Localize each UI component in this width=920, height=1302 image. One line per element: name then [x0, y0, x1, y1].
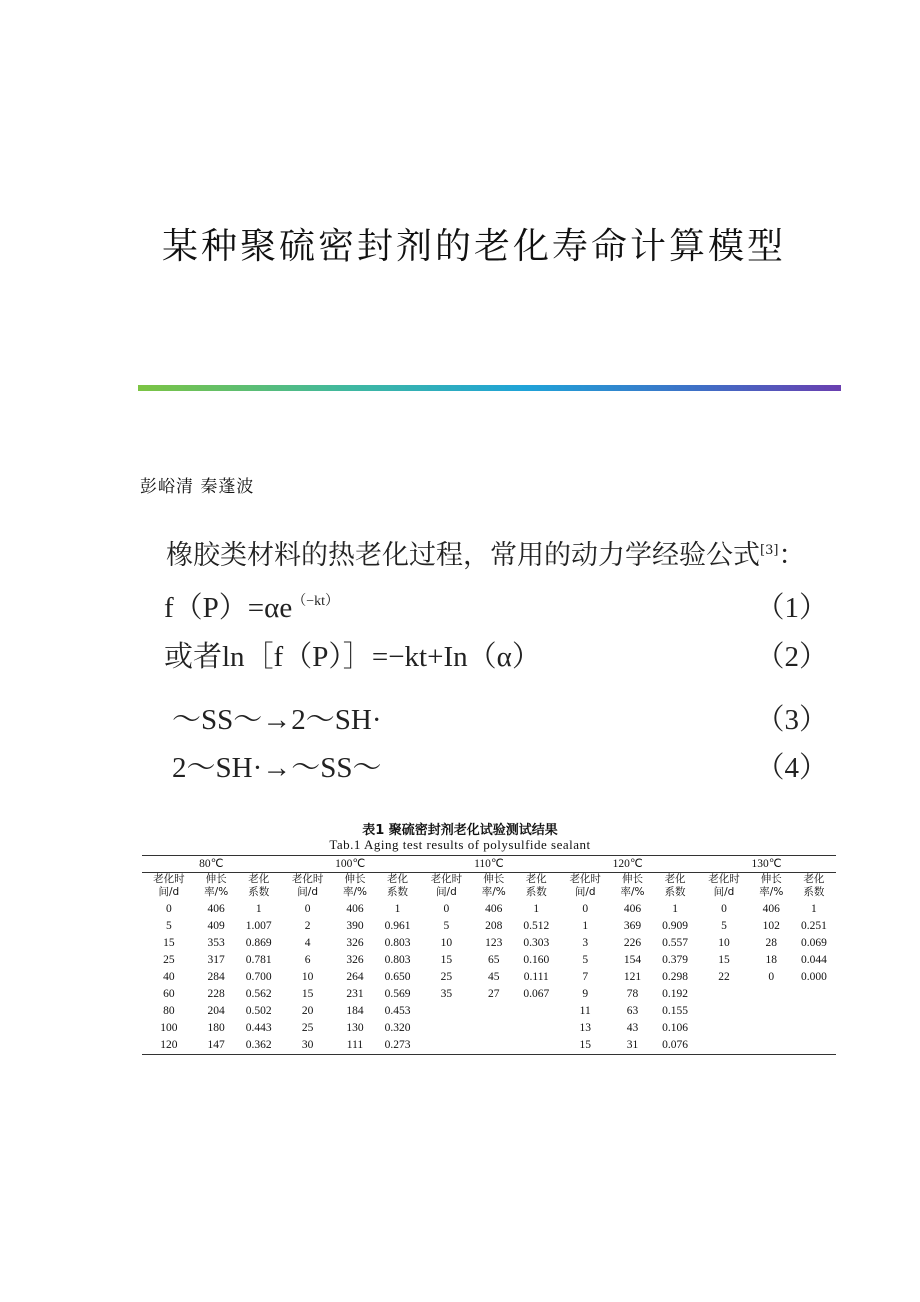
table-cell: 0.273	[375, 1037, 419, 1055]
column-header: 老化 系数	[387, 873, 408, 898]
table-cell: 0.700	[245, 971, 272, 983]
column-header: 老化时 间/d	[291, 873, 324, 898]
column-header: 伸长 率/%	[342, 873, 367, 898]
column-header: 伸长 率/%	[759, 873, 784, 898]
equation-1	[164, 585, 339, 626]
table-cell: 130	[346, 1022, 364, 1034]
table-cell: 3	[582, 937, 589, 949]
table-cell: 20	[301, 1005, 314, 1017]
table-cell: 120	[142, 1037, 196, 1055]
temp-header: 80℃	[142, 856, 281, 873]
table-cell: 121	[623, 971, 642, 983]
table-cell	[473, 1037, 514, 1055]
column-header-row	[142, 873, 836, 902]
table-row	[142, 952, 836, 969]
table-cell: 63	[626, 1005, 639, 1017]
table-cell: 25	[163, 954, 175, 966]
table-cell: 0.650	[384, 971, 411, 983]
table-cell: 78	[626, 988, 639, 1000]
table-cell: 0	[443, 903, 450, 915]
table-cell: 35	[440, 988, 453, 1000]
table-cell	[420, 1037, 474, 1055]
table-cell: 406	[623, 903, 642, 915]
table-cell: 28	[765, 937, 778, 949]
equations-intro	[166, 533, 805, 572]
table-cell: 5	[443, 920, 450, 932]
table-cell: 353	[207, 937, 225, 949]
table-cell: 0.192	[662, 988, 688, 1000]
table-cell: 4	[304, 937, 311, 949]
table-cell: 45	[487, 971, 500, 983]
table-cell	[514, 1003, 558, 1020]
equation-2-number: （2）	[755, 641, 828, 673]
table-cell: 22	[718, 971, 730, 983]
table-cell	[792, 1003, 836, 1020]
table-cell: 180	[207, 1022, 225, 1034]
table-cell	[420, 1020, 474, 1037]
table-cell: 10	[718, 937, 730, 949]
equation-4: 2～SH·→～SS～	[172, 752, 382, 784]
table-cell	[751, 1037, 792, 1055]
table-row	[142, 969, 836, 986]
table-cell: 15	[558, 1037, 612, 1055]
equation-3-number: （3）	[755, 704, 828, 736]
table-cell: 0.443	[245, 1022, 272, 1034]
table-cell: 27	[487, 988, 500, 1000]
table-cell: 0	[165, 903, 172, 915]
table-cell: 0.961	[384, 920, 411, 932]
table-cell: 0.160	[523, 954, 550, 966]
table-cell: 284	[207, 971, 225, 983]
table-cell: 0.569	[384, 988, 411, 1000]
table-cell: 390	[346, 920, 364, 932]
table-cell: 0.453	[384, 1005, 411, 1017]
table-cell: 1	[672, 903, 678, 915]
table-cell: 0	[582, 903, 589, 915]
equation-2: 或者ln［f（P）］=−kt+In（α）	[164, 641, 541, 673]
temp-header: 110℃	[420, 856, 559, 873]
table-row	[142, 1037, 836, 1055]
document-title: 某种聚硫密封剂的老化寿命计算模型	[162, 226, 787, 267]
table-caption-en: Tab.1 Aging test results of polysulfide sealant	[329, 837, 591, 852]
table-cell: 5	[721, 920, 727, 932]
table-cell: 231	[346, 988, 364, 1000]
aging-results-table	[142, 855, 836, 1055]
table-cell: 0	[721, 903, 727, 915]
table-cell: 317	[207, 954, 225, 966]
table-cell: 0.111	[523, 971, 549, 983]
table-cell: 15	[163, 937, 175, 949]
gradient-divider	[138, 385, 841, 391]
table-cell	[473, 1003, 514, 1020]
table-cell	[697, 986, 751, 1003]
table-cell: 25	[301, 1022, 314, 1034]
table-cell: 60	[163, 988, 175, 1000]
column-header: 老化时 间/d	[569, 873, 601, 898]
table-cell: 111	[334, 1037, 375, 1055]
table-cell: 100	[160, 1022, 178, 1034]
table-cell	[792, 1020, 836, 1037]
equation-1-number: （1）	[755, 592, 828, 624]
table-cell: 10	[301, 971, 314, 983]
table-cell	[697, 1037, 751, 1055]
table-cell: 0	[304, 903, 311, 915]
table-row	[142, 1020, 836, 1037]
column-header: 老化 系数	[664, 873, 686, 898]
table-cell: 9	[582, 988, 589, 1000]
column-header: 伸长 率/%	[481, 873, 506, 898]
table-row	[142, 1003, 836, 1020]
table-cell: 0.298	[662, 971, 688, 983]
table-cell: 2	[304, 920, 311, 932]
table-cell: 31	[612, 1037, 653, 1055]
table-cell: 0.044	[800, 954, 827, 966]
table-cell	[792, 1037, 836, 1055]
table-cell: 228	[207, 988, 225, 1000]
equation-1-exponent: （−kt）	[292, 594, 340, 609]
table-cell: 80	[163, 1005, 175, 1017]
table-cell: 11	[579, 1005, 591, 1017]
table-row	[142, 901, 836, 918]
column-header: 伸长 率/%	[204, 873, 229, 898]
table-cell: 0.781	[245, 954, 272, 966]
table-cell: 326	[346, 937, 364, 949]
table-row	[142, 986, 836, 1003]
table-cell: 1.007	[245, 920, 272, 932]
table-cell: 102	[762, 920, 780, 932]
column-header: 老化时 间/d	[708, 873, 740, 898]
table-cell: 43	[626, 1022, 639, 1034]
table-cell: 0.909	[662, 920, 688, 932]
table-cell: 0.106	[662, 1022, 688, 1034]
table-cell: 226	[623, 937, 642, 949]
temp-header: 100℃	[281, 856, 420, 873]
column-header: 老化时 间/d	[430, 873, 463, 898]
table-cell: 0.362	[237, 1037, 281, 1055]
table-cell: 0.557	[662, 937, 688, 949]
table-cell: 0.379	[662, 954, 688, 966]
table-cell: 10	[440, 937, 453, 949]
equation-3: ～SS～→2～SH·	[172, 704, 382, 736]
temp-header: 130℃	[697, 856, 836, 873]
authors: 彭峪清 秦蓬波	[140, 477, 255, 497]
equation-1-main: f（P）=αe	[164, 592, 293, 624]
table-cell	[792, 986, 836, 1003]
table-cell: 264	[346, 971, 364, 983]
table-cell: 15	[301, 988, 314, 1000]
intro-text: 橡胶类材料的热老化过程，常用的动力学经验公式	[166, 540, 760, 571]
equation-4-number: （4）	[755, 752, 828, 784]
table-cell	[473, 1020, 514, 1037]
table-cell: 13	[579, 1022, 591, 1034]
table-row	[142, 918, 836, 935]
column-header: 老化 系数	[803, 873, 825, 898]
table-cell: 406	[762, 903, 780, 915]
table-cell: 25	[440, 971, 453, 983]
table-cell: 1	[255, 903, 262, 915]
table-cell: 0	[768, 971, 775, 983]
table-cell: 406	[485, 903, 503, 915]
table-caption-cn: 表1 聚硫密封剂老化试验测试结果	[362, 823, 558, 838]
table-cell: 123	[485, 937, 503, 949]
table-cell: 406	[346, 903, 364, 915]
table-cell: 0.803	[384, 954, 411, 966]
table-cell: 1	[394, 903, 401, 915]
table-cell: 1	[811, 903, 817, 915]
table-cell: 184	[346, 1005, 364, 1017]
table-cell: 15	[440, 954, 453, 966]
table-cell: 0.562	[245, 988, 272, 1000]
table-cell	[751, 1003, 792, 1020]
table-cell: 18	[765, 954, 778, 966]
column-header: 老化 系数	[525, 873, 547, 898]
table-cell: 1	[582, 920, 589, 932]
table-cell	[514, 1037, 558, 1055]
table-cell: 0.076	[653, 1037, 697, 1055]
table-cell: 147	[196, 1037, 237, 1055]
table-cell: 0.512	[523, 920, 550, 932]
table-cell: 0.869	[245, 937, 272, 949]
table-cell: 0.251	[800, 920, 827, 932]
table-cell: 0.803	[384, 937, 411, 949]
temp-header: 120℃	[558, 856, 697, 873]
table-cell: 0.069	[800, 937, 827, 949]
column-header: 伸长 率/%	[620, 873, 645, 898]
table-cell: 0.155	[662, 1005, 688, 1017]
intro-colon: ：	[778, 540, 806, 571]
table-body	[142, 901, 836, 1055]
table-cell	[697, 1003, 751, 1020]
table-cell: 208	[485, 920, 503, 932]
table-cell: 0.067	[523, 988, 550, 1000]
table-cell: 30	[281, 1037, 335, 1055]
table-row	[142, 935, 836, 952]
table-cell: 65	[487, 954, 500, 966]
table-cell: 5	[582, 954, 589, 966]
table-cell	[751, 986, 792, 1003]
table-cell: 15	[718, 954, 730, 966]
table-cell: 326	[346, 954, 364, 966]
table-cell: 406	[207, 903, 225, 915]
table-cell: 0.320	[384, 1022, 411, 1034]
table-cell: 204	[207, 1005, 225, 1017]
table-cell	[514, 1020, 558, 1037]
table-cell: 154	[623, 954, 642, 966]
table-cell: 5	[165, 920, 172, 932]
column-header: 老化 系数	[248, 873, 270, 898]
table-cell: 40	[163, 971, 175, 983]
table-cell	[751, 1020, 792, 1037]
table-cell: 369	[623, 920, 642, 932]
table-cell: 0.502	[245, 1005, 272, 1017]
table-cell: 0.303	[523, 937, 550, 949]
table-cell: 0.000	[800, 971, 827, 983]
table-cell: 1	[533, 903, 540, 915]
column-header: 老化时 间/d	[153, 873, 185, 898]
intro-citation: [3]	[760, 543, 779, 558]
table-cell: 6	[304, 954, 311, 966]
table-cell: 7	[582, 971, 589, 983]
table-cell: 409	[207, 920, 225, 932]
table-cell	[697, 1020, 751, 1037]
temperature-header-row	[142, 856, 836, 873]
table-cell	[420, 1003, 474, 1020]
